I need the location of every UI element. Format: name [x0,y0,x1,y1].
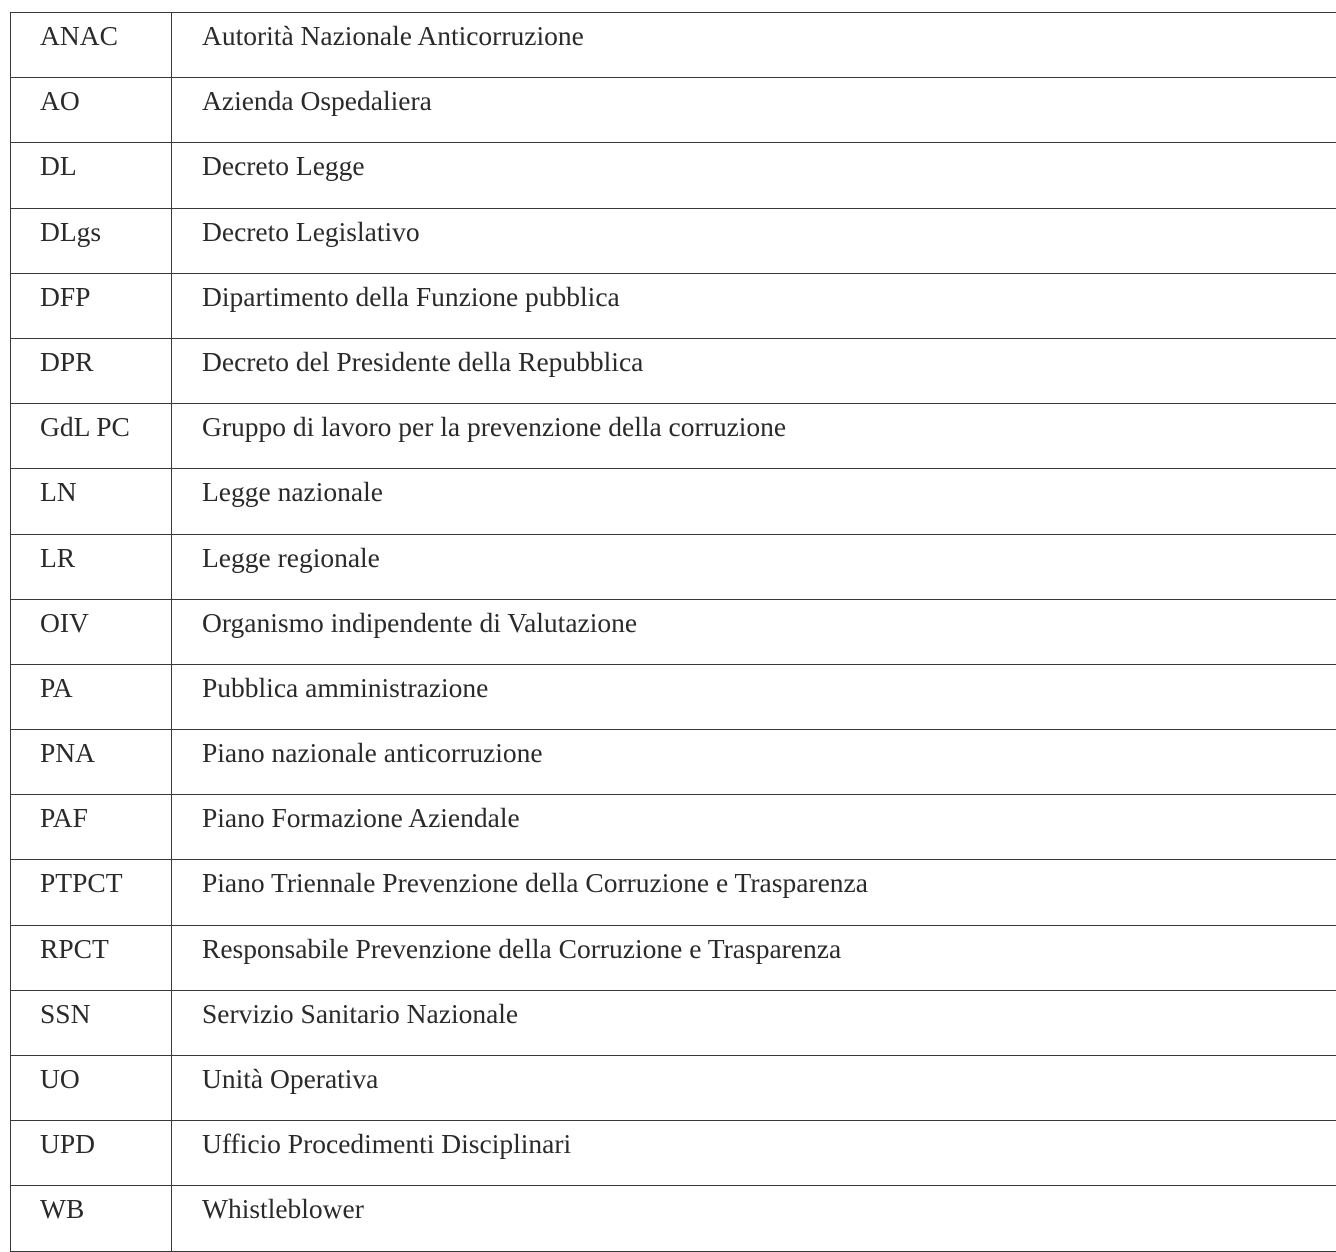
table-row [11,534,1336,599]
abbreviation-cell: RPCT [11,925,172,990]
definition-cell: Piano Triennale Prevenzione della Corruzione e Trasparenza [172,860,1336,925]
abbreviation-cell: PNA [11,730,172,795]
table-row [11,795,1336,860]
definition-cell: Legge regionale [172,534,1336,599]
abbreviation-cell: PA [11,664,172,729]
abbreviation-cell: LN [11,469,172,534]
abbreviation-cell: LR [11,534,172,599]
table-row [11,404,1336,469]
definition-cell: Decreto Legge [172,143,1336,208]
abbreviation-cell: PTPCT [11,860,172,925]
abbreviation-cell: UPD [11,1121,172,1186]
abbreviation-cell: SSN [11,990,172,1055]
abbreviations-table [10,12,1336,1252]
table-row [11,925,1336,990]
abbreviation-cell: OIV [11,599,172,664]
definition-cell: Pubblica amministrazione [172,664,1336,729]
definition-cell: Ufficio Procedimenti Disciplinari [172,1121,1336,1186]
abbreviation-cell: PAF [11,795,172,860]
definition-cell: Unità Operativa [172,1056,1336,1121]
definition-cell: Legge nazionale [172,469,1336,534]
definition-cell: Organismo indipendente di Valutazione [172,599,1336,664]
table-row [11,143,1336,208]
definition-cell: Gruppo di lavoro per la prevenzione della corruzione [172,404,1336,469]
abbreviation-cell: AO [11,78,172,143]
definition-cell: Servizio Sanitario Nazionale [172,990,1336,1055]
definition-cell: Piano Formazione Aziendale [172,795,1336,860]
abbreviation-cell: DPR [11,338,172,403]
abbreviation-cell: DL [11,143,172,208]
table-row [11,990,1336,1055]
abbreviations-table-body [11,13,1336,1252]
definition-cell: Whistleblower [172,1186,1336,1251]
abbreviation-cell: UO [11,1056,172,1121]
abbreviation-cell: DFP [11,273,172,338]
table-row [11,599,1336,664]
table-row [11,273,1336,338]
abbreviation-cell: WB [11,1186,172,1251]
table-row [11,78,1336,143]
definition-cell: Decreto del Presidente della Repubblica [172,338,1336,403]
definition-cell: Dipartimento della Funzione pubblica [172,273,1336,338]
table-row [11,1121,1336,1186]
table-row [11,860,1336,925]
table-row [11,1186,1336,1251]
table-row [11,730,1336,795]
table-row [11,208,1336,273]
abbreviation-cell: GdL PC [11,404,172,469]
table-row [11,469,1336,534]
table-row [11,13,1336,78]
abbreviation-cell: ANAC [11,13,172,78]
abbreviation-cell: DLgs [11,208,172,273]
definition-cell: Autorità Nazionale Anticorruzione [172,13,1336,78]
table-row [11,664,1336,729]
table-row [11,1056,1336,1121]
definition-cell: Decreto Legislativo [172,208,1336,273]
definition-cell: Piano nazionale anticorruzione [172,730,1336,795]
definition-cell: Responsabile Prevenzione della Corruzione e Trasparenza [172,925,1336,990]
definition-cell: Azienda Ospedaliera [172,78,1336,143]
table-row [11,338,1336,403]
